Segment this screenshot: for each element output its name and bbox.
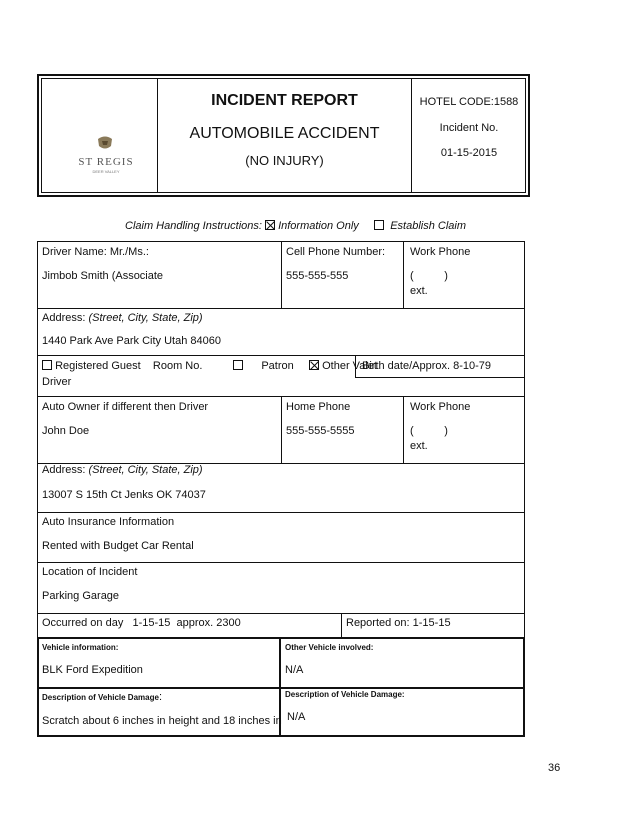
owner-value: John Doe [42,425,90,437]
owner-address-label: Address: [42,464,86,476]
vehicle-info-value: BLK Ford Expedition [42,664,143,676]
owner-work-phone-label: Work Phone [410,401,471,413]
divider [281,241,282,308]
claim-label: Claim Handling Instructions: [125,220,262,232]
vehicle-info-label: Vehicle information: [42,643,119,652]
reported-on: Reported on: 1-15-15 [346,617,451,629]
information-only-label: Information Only [278,220,359,232]
patron-label: Patron [261,360,294,372]
other-damage-value: N/A [287,711,306,723]
page-number: 36 [548,762,561,774]
cell-phone-value: 555-555-555 [286,270,349,282]
report-subsubtitle: (NO INJURY) [245,153,324,168]
report-title: INCIDENT REPORT [211,92,358,109]
driver-work-phone-ext: ext. [410,285,428,297]
divider [281,396,282,463]
birthdate: Birth date/Approx. 8-10-79 [362,360,492,372]
driver-address-hint: (Street, City, State, Zip) [88,312,203,324]
divider [37,735,525,737]
divider [37,308,525,309]
owner-work-phone-paren: ( ) [410,425,448,437]
damage-value: Scratch about 6 inches in height and 18 inches in [42,715,282,727]
information-only-checkbox-icon[interactable] [265,220,275,230]
driver-work-phone-label: Work Phone [410,246,471,258]
incident-no-value: 01-15-2015 [440,147,498,159]
divider [403,241,404,308]
insurance-value: Rented with Budget Car Rental [42,540,194,552]
room-no-label: Room No. [152,360,203,372]
patron-checkbox-icon[interactable] [233,360,243,370]
other-vehicle-value: N/A [285,664,304,676]
other-valet-checkbox-icon[interactable] [309,360,319,370]
divider [37,687,525,689]
damage-label-row [42,691,162,704]
divider [403,396,404,463]
logo-subtext: DEER VALLEY [92,169,120,174]
establish-claim-checkbox-icon[interactable] [374,220,384,230]
registered-guest-label: Registered Guest [55,360,141,372]
insurance-label: Auto Insurance Information [42,516,175,528]
driver-word: Driver [42,376,72,388]
owner-label: Auto Owner if different then Driver [42,401,209,413]
driver-address-row [42,312,203,325]
driver-name-label: Driver Name: Mr./Ms.: [42,246,149,258]
divider [341,613,342,637]
owner-address-value: 13007 S 15th Ct Jenks OK 74037 [42,489,206,501]
report-subtitle: AUTOMOBILE ACCIDENT [189,125,380,142]
divider [37,355,525,356]
occurred-on: Occurred on day 1-15-15 approx. 2300 [42,617,241,629]
other-valet-label: Other Valet [322,360,377,372]
divider [37,613,525,614]
divider [37,637,525,639]
location-value: Parking Garage [42,590,120,602]
divider [355,377,525,378]
other-damage-label: Description of Vehicle Damage: [285,690,405,699]
st-regis-logo [66,135,146,180]
crest-icon [96,135,114,151]
owner-work-phone-ext: ext. [410,440,428,452]
other-vehicle-label: Other Vehicle involved: [285,643,374,652]
claim-handling-row [125,220,466,233]
driver-address-value: 1440 Park Ave Park City Utah 84060 [42,335,221,347]
owner-address-hint: (Street, City, State, Zip) [88,464,203,476]
damage-colon: : [158,691,162,703]
driver-name-value: Jimbob Smith (Associate [42,270,164,282]
cell-phone-label: Cell Phone Number: [286,246,386,258]
location-label: Location of Incident [42,566,138,578]
logo-text: ST REGIS [78,156,134,168]
owner-address-row [42,464,203,477]
driver-address-label: Address: [42,312,86,324]
registered-guest-checkbox-icon[interactable] [42,360,52,370]
divider [37,562,525,563]
damage-label: Description of Vehicle Damage [42,693,159,702]
home-phone-value: 555-555-5555 [286,425,355,437]
incident-no-label: Incident No. [439,122,499,134]
divider [37,512,525,513]
relationship-row [42,360,377,373]
hotel-code: HOTEL CODE:1588 [419,96,519,108]
driver-work-phone-paren: ( ) [410,270,448,282]
establish-claim-label: Establish Claim [390,220,466,232]
home-phone-label: Home Phone [286,401,351,413]
